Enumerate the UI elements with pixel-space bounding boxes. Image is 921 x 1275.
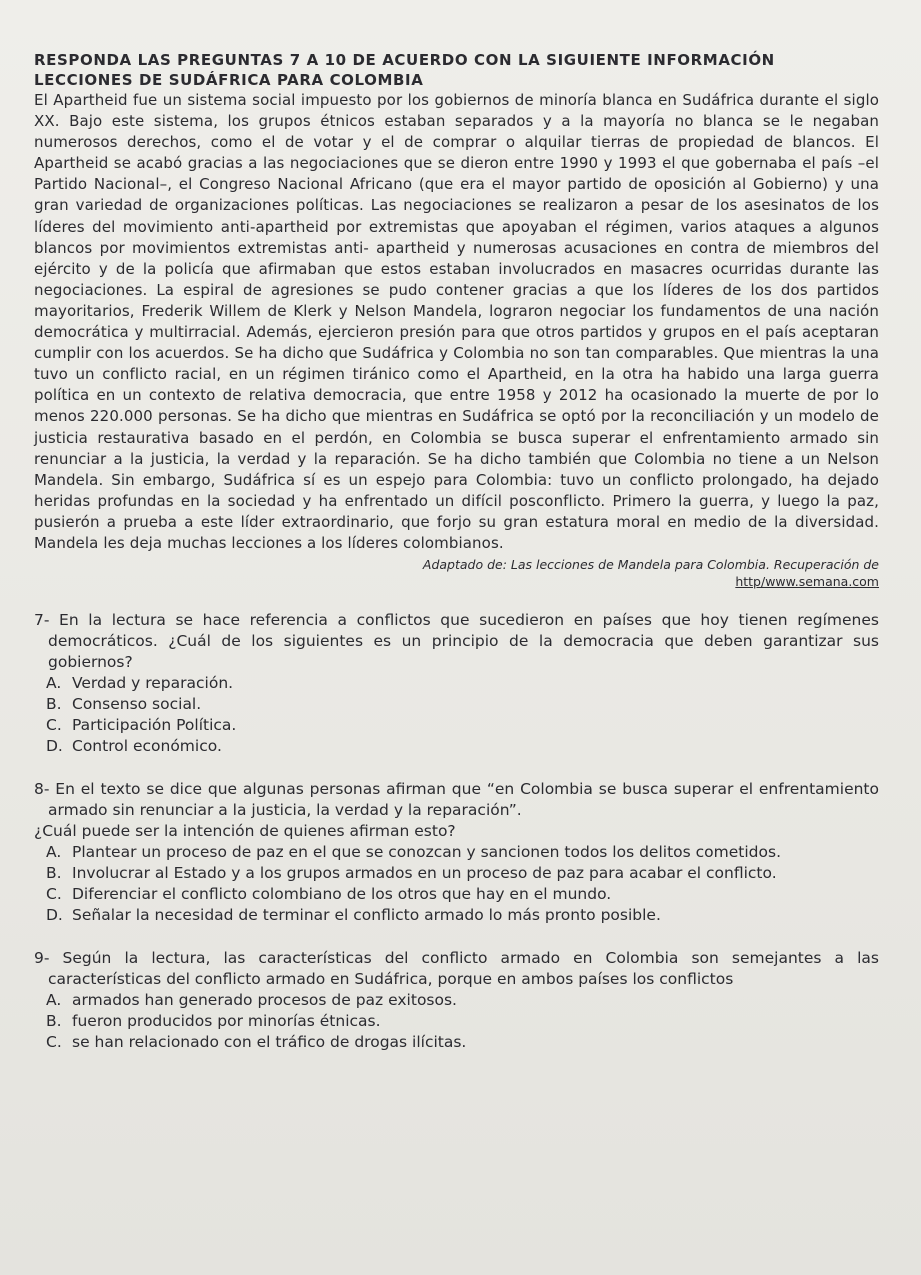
option-a[interactable] bbox=[46, 842, 879, 863]
answer-options bbox=[34, 842, 879, 926]
option-text: Consenso social. bbox=[72, 695, 202, 714]
answer-options bbox=[34, 673, 879, 757]
question-stem: 7- En la lectura se hace referencia a conflictos que sucedieron en países que hoy tienen regímenes democráticos. ¿Cuál de los siguientes es un principio de la democracia que deben garantizar sus gobiernos? bbox=[34, 611, 879, 672]
source-url: http/www.semana.com bbox=[735, 574, 879, 590]
option-letter: A. bbox=[46, 843, 62, 862]
option-d[interactable] bbox=[46, 736, 879, 757]
option-text: Control económico. bbox=[72, 737, 222, 756]
option-a[interactable] bbox=[46, 990, 879, 1011]
option-letter: B. bbox=[46, 1012, 62, 1031]
option-text: Verdad y reparación. bbox=[72, 674, 234, 693]
question-stem: 9- Según la lectura, las características del conflicto armado en Colombia son semejantes a las características del conflicto armado en Sudáfrica, porque en ambos países los conflictos bbox=[34, 949, 879, 989]
option-d[interactable] bbox=[46, 905, 879, 926]
option-text: Plantear un proceso de paz en el que se conozcan y sancionen todos los delitos cometidos. bbox=[72, 843, 781, 862]
option-letter: A. bbox=[46, 991, 62, 1010]
passage-title: LECCIONES DE SUDÁFRICA PARA COLOMBIA bbox=[34, 71, 424, 89]
question-8 bbox=[34, 779, 879, 926]
option-b[interactable] bbox=[46, 694, 879, 715]
option-text: Participación Política. bbox=[72, 716, 237, 735]
option-text: Señalar la necesidad de terminar el conflicto armado lo más pronto posible. bbox=[72, 906, 661, 925]
question-9 bbox=[34, 948, 879, 1053]
option-letter: B. bbox=[46, 695, 62, 714]
option-letter: D. bbox=[46, 737, 63, 756]
option-text: armados han generado procesos de paz exitosos. bbox=[72, 991, 457, 1010]
option-letter: C. bbox=[46, 716, 62, 735]
question-stem: 8- En el texto se dice que algunas personas afirman que “en Colombia se busca superar el enfrentamiento armado sin renunciar a la justicia, la verdad y la reparación”. bbox=[34, 780, 879, 820]
option-text: fueron producidos por minorías étnicas. bbox=[72, 1012, 381, 1031]
option-b[interactable] bbox=[46, 863, 879, 884]
question-7 bbox=[34, 610, 879, 757]
option-letter: C. bbox=[46, 1033, 62, 1052]
option-b[interactable] bbox=[46, 1011, 879, 1032]
answer-options bbox=[34, 990, 879, 1053]
option-c[interactable] bbox=[46, 715, 879, 736]
option-text: Diferenciar el conflicto colombiano de los otros que hay en el mundo. bbox=[72, 885, 612, 904]
option-a[interactable] bbox=[46, 673, 879, 694]
source-citation: Adaptado de: Las lecciones de Mandela para Colombia. Recuperación de bbox=[422, 557, 879, 573]
reading-passage: El Apartheid fue un sistema social impuesto por los gobiernos de minoría blanca en Sudáfrica durante el siglo XX. Bajo este sistema, los grupos étnicos estaban separados y a la mayoría no blanca se le negaban numerosos derechos, como el de votar y el de comprar o alquilar tierras de propiedad de blancos. El Apartheid se acabó gracias a las negociaciones que se dieron entre 1990 y 1993 el que gobernaba el país –el Partido Nacional–, el Congreso Nacional Africano (que era el mayor partido de oposición al Gobierno) y una gran variedad de organizaciones políticas. Las negociaciones se realizaron a pesar de los asesinatos de los líderes del movimiento anti-apartheid por extremistas que apoyaban el régimen, varios ataques a algunos blancos por movimientos extremistas anti- apartheid y numerosas acusaciones en contra de miembros del ejército y de la policía que afirmaban que estos estaban involucrados en masacres ocurridas durante las negociaciones. La espiral de agresiones se pudo contener gracias a que los líderes de los dos partidos mayoritarios, Frederik Willem de Klerk y Nelson Mandela, lograron negociar los fundamentos de una nación democrática y multirracial. Además, ejercieron presión para que otros partidos y grupos en el país aceptaran cumplir con los acuerdos. Se ha dicho que Sudáfrica y Colombia no son tan comparables. Que mientras la una tuvo un conflicto racial, en un régimen tiránico como el Apartheid, en la otra ha habido una larga guerra política en un contexto de relativa democracia, que entre 1958 y 2012 ha ocasionado la muerte de por lo menos 220.000 personas. Se ha dicho que mientras en Sudáfrica se optó por la reconciliación y un modelo de justicia restaurativa basado en el perdón, en Colombia se busca superar el enfrentamiento armado sin renunciar a la justicia, la verdad y la reparación. Se ha dicho también que Colombia no tiene a un Nelson Mandela. Sin embargo, Sudáfrica sí es un espejo para Colombia: tuvo un conflicto prolongado, ha dejado heridas profundas en la sociedad y ha enfrentado un difícil posconflicto. Primero la guerra, y luego la paz, pusierón a prueba a este líder extraordinario, que forjo su gran estatura moral en medio de la diversidad. Mandela les deja muchas lecciones a los líderes colombianos. bbox=[34, 91, 879, 552]
option-letter: A. bbox=[46, 674, 62, 693]
option-text: Involucrar al Estado y a los grupos armados en un proceso de paz para acabar el conflicto. bbox=[72, 864, 777, 883]
option-c[interactable] bbox=[46, 884, 879, 905]
option-letter: C. bbox=[46, 885, 62, 904]
option-letter: D. bbox=[46, 906, 63, 925]
option-text: se han relacionado con el tráfico de drogas ilícitas. bbox=[72, 1033, 467, 1052]
option-c[interactable] bbox=[46, 1032, 879, 1053]
question-substem: ¿Cuál puede ser la intención de quienes afirman esto? bbox=[34, 822, 456, 841]
option-letter: B. bbox=[46, 864, 62, 883]
section-instruction: RESPONDA LAS PREGUNTAS 7 A 10 DE ACUERDO CON LA SIGUIENTE INFORMACIÓN bbox=[34, 51, 775, 69]
